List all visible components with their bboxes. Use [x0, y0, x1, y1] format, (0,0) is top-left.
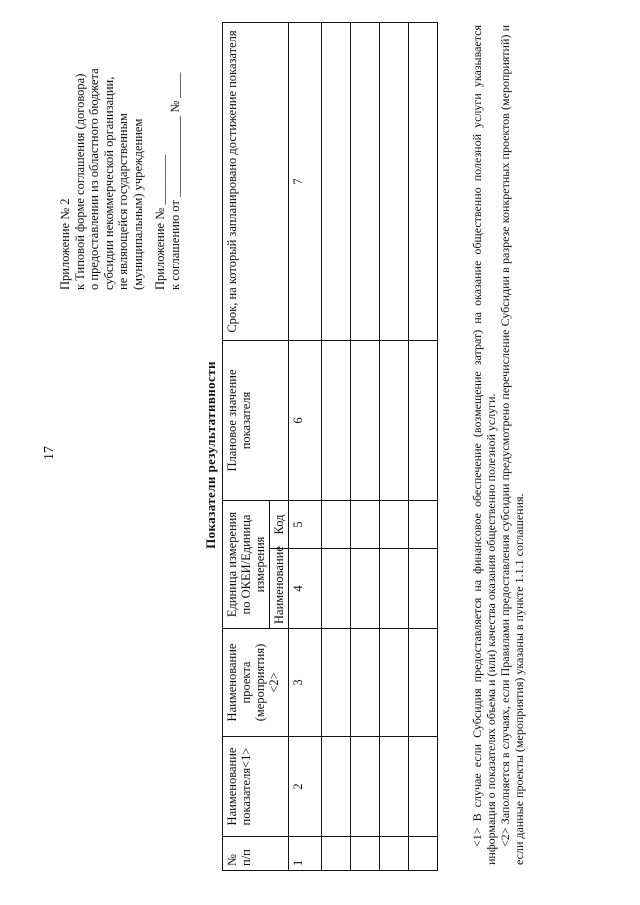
- footnote-2: <2> Заполняется в случаях, если Правилами предоставления субсидии предусмотрено перечисление Субсидии в разрезе конкретных проектов (мероприятий) и если данные проекты (мероприятия) указаны в пункте 1.1.1 соглашения.: [498, 25, 526, 865]
- table-row: [380, 23, 409, 871]
- table-cell: [322, 341, 351, 501]
- table-cell: [322, 629, 351, 737]
- footnote-1: <1> В случае если Субсидия предоставляется на финансовое обеспечение (возмещение затрат) на оказание общественно полезной услуги указывается информация о показателях объема и (или) качества оказания общественно полезной услуги.: [470, 25, 498, 865]
- table-cell: [322, 23, 351, 341]
- table-cell: [380, 23, 409, 341]
- appendix-line: о предоставлении из областного бюджета: [87, 68, 101, 290]
- table-row: [409, 23, 438, 871]
- appendix-line: (муниципальным) учреждением: [130, 118, 145, 290]
- header-num: № п/п: [223, 837, 289, 871]
- table-cell: [322, 501, 351, 549]
- table-cell: [409, 629, 438, 737]
- appendix-line: не являющейся государственным: [116, 113, 130, 290]
- spacer: [145, 30, 153, 290]
- table-cell: [409, 341, 438, 501]
- header-deadline: Срок, на который запланировано достижение показателя: [223, 23, 289, 341]
- table-cell: [409, 737, 438, 837]
- indicators-table: [222, 22, 438, 871]
- appendix-line: Приложение № 2: [58, 198, 72, 290]
- header-indicator: Наименование показателя<1>: [223, 737, 289, 837]
- table-cell: [351, 629, 380, 737]
- column-number: 7: [289, 23, 322, 341]
- table-cell: [380, 737, 409, 837]
- table-cell: [351, 737, 380, 837]
- table-cell: [409, 549, 438, 629]
- header-project: Наименование проекта (мероприятия) <2>: [223, 629, 289, 737]
- table-cell: [322, 737, 351, 837]
- table-cell: [380, 341, 409, 501]
- appendix-line: субсидии некоммерческой организации,: [101, 76, 116, 290]
- footnotes: [470, 25, 526, 865]
- column-number: 6: [289, 341, 322, 501]
- appendix-ref-line: к соглашению от _____________ № ____: [167, 72, 182, 290]
- document-title: Показатели результативности: [203, 361, 218, 549]
- column-number: 4: [289, 549, 322, 629]
- table-cell: [409, 23, 438, 341]
- table-cell: [351, 549, 380, 629]
- column-number: 1: [289, 837, 322, 871]
- appendix-line: к Типовой форме соглашения (договора): [72, 73, 87, 290]
- table-cell: [380, 629, 409, 737]
- table-cell: [351, 837, 380, 871]
- header-planned: Плановое значение показателя: [223, 341, 289, 501]
- header-unit-code: Код: [270, 501, 289, 549]
- column-number: 3: [289, 629, 322, 737]
- table-cell: [351, 23, 380, 341]
- header-unit: Единица измерения по ОКЕИ/Единица измерения: [223, 501, 270, 629]
- column-number: 2: [289, 737, 322, 837]
- column-number: 5: [289, 501, 322, 549]
- table-row: [351, 23, 380, 871]
- table-cell: [409, 837, 438, 871]
- table-cell: [322, 837, 351, 871]
- table-row: [322, 23, 351, 871]
- table-cell: [380, 549, 409, 629]
- column-number-row: [289, 23, 322, 871]
- table-cell: [351, 501, 380, 549]
- appendix-ref-line: Приложение № ________: [153, 154, 167, 290]
- table-cell: [351, 341, 380, 501]
- table-cell: [380, 501, 409, 549]
- table-cell: [380, 837, 409, 871]
- page-number: 17: [42, 446, 57, 460]
- header-unit-name: Наименование: [270, 549, 289, 629]
- table-cell: [409, 501, 438, 549]
- appendix-block: [58, 30, 182, 290]
- table-cell: [322, 549, 351, 629]
